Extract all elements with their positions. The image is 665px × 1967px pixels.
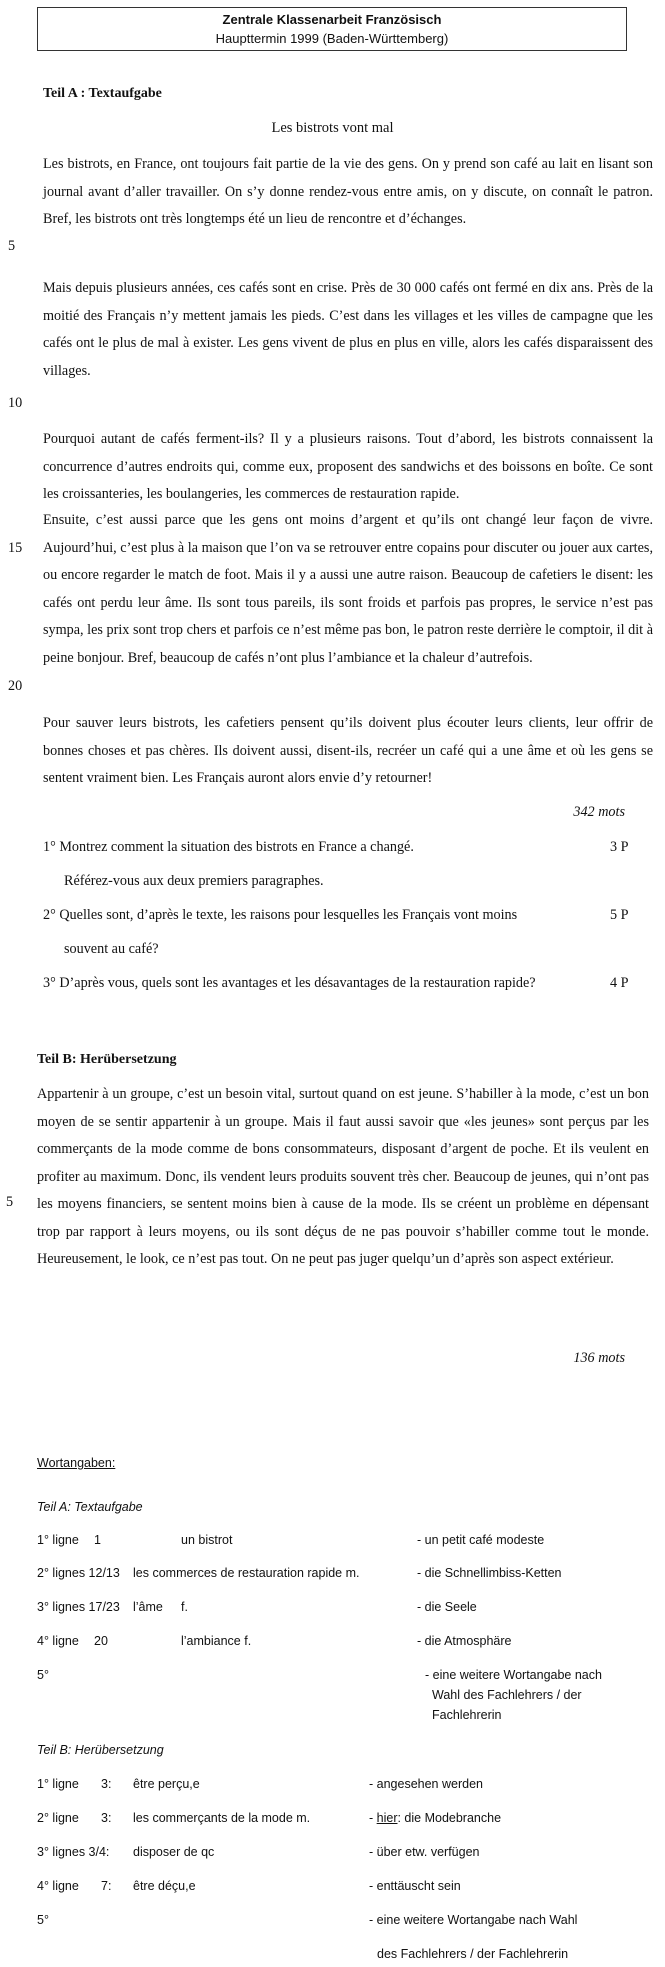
teil-a-word-count: 342 mots (573, 804, 625, 820)
vocab-ref: 5° (37, 1668, 49, 1682)
question-2-subline: souvent au café? (64, 941, 159, 957)
teil-a-paragraph-5: Pour sauver leurs bistrots, les cafetiers pensent qu’ils doivent plus écouter leurs clients, leur offrir de bonnes choses et pas chères. Ils doivent aussi, disent-ils, recréer un café qui a une âme et où les gens se sentent vraiment bien. Les Français auront alors envie d’y retourner! (43, 715, 653, 786)
question-1: 1° Montrez comment la situation des bistrots en France a changé. (43, 839, 414, 855)
vocab-translation: - enttäuscht sein (369, 1879, 461, 1893)
question-3: 3° D’après vous, quels sont les avantages et les désavantages de la restauration rapide? (43, 975, 536, 991)
vocab-translation: - die Atmosphäre (417, 1634, 512, 1648)
vocab-term: l’âme (133, 1600, 163, 1614)
vocab-term: disposer de qc (133, 1845, 215, 1859)
vocab-translation: Wahl des Fachlehrers / der (432, 1688, 582, 1702)
vocab-ref: 3° lignes 3/4: (37, 1845, 110, 1859)
teil-a-paragraph-2: Mais depuis plusieurs années, ces cafés sont en crise. Près de 30 000 cafés ont fermé en dix ans. Près de la moitié des Français n’y mettent jamais les pieds. C’est dans les villages et les villes de campagne que les cafés ont le plus de mal à exister. Les gens vivent de plus en plus en ville, alors les cafés disparaissent des villages. (43, 280, 653, 379)
vocab-translation: des Fachlehrers / der Fachlehrerin (377, 1947, 569, 1961)
wortangaben-title: Wortangaben: (37, 1456, 116, 1470)
vocab-term: un bistrot (181, 1533, 233, 1547)
vocab-translation-rest: : die Modebranche (397, 1811, 502, 1825)
vocab-line: 3: (101, 1811, 112, 1825)
vocab-ref: 1° ligne (37, 1533, 79, 1547)
vocab-ref: 2° lignes 12/13 (37, 1566, 120, 1580)
wortangaben-teil-a-title: Teil A: Textaufgabe (37, 1500, 143, 1514)
vocab-gender: f. (181, 1600, 188, 1614)
vocab-translation: - eine weitere Wortangabe nach Wahl (369, 1913, 578, 1927)
vocab-translation: - die Schnellimbiss-Ketten (417, 1566, 562, 1580)
wortangaben-teil-b-title: Teil B: Herübersetzung (37, 1743, 164, 1757)
teil-a-paragraph-4: Ensuite, c’est aussi parce que les gens ont moins d’argent et qu’ils ont changé leur façon de vivre. Aujourd’hui, c’est plus à la maison que l’on va se retrouver entre copains pour discuter ou jouer aux cartes, ou encore regarder le match de foot. Mais il y a aussi une autre raison. Beaucoup de cafetiers le disent: les cafés ont perdu leur âme. Ils sont tous pareils, ils sont froids et parfois pas propres, le service n’est pas sympa, les prix sont trop chers et parfois ce n’est même pas bon, le patron reste derrière le comptoir, il dit à peine bonjour. Bref, beaucoup de cafés n’ont plus l’ambiance et la chaleur d’autrefois. (43, 512, 653, 666)
question-3-points: 4 P (610, 975, 629, 991)
vocab-ref: 4° ligne (37, 1879, 79, 1893)
exam-header (37, 7, 627, 51)
vocab-translation: - über etw. verfügen (369, 1845, 480, 1859)
vocab-translation: Fachlehrerin (432, 1708, 502, 1722)
question-2-points: 5 P (610, 907, 629, 923)
vocab-term: l’ambiance f. (181, 1634, 252, 1648)
vocab-translation-hier: hier (376, 1811, 398, 1825)
vocab-ref: 2° ligne (37, 1811, 79, 1825)
vocab-translation: - eine weitere Wortangabe nach (425, 1668, 602, 1682)
vocab-translation-prefix: - (369, 1811, 377, 1825)
teil-b-title: Teil B: Herübersetzung (37, 1052, 177, 1067)
vocab-ref: 3° lignes 17/23 (37, 1600, 120, 1614)
vocab-term: les commerçants de la mode m. (133, 1811, 311, 1825)
teil-a-paragraph-1: Les bistrots, en France, ont toujours fait partie de la vie des gens. On y prend son café au lait en lisant son journal avant d’aller travailler. On s’y donne rendez-vous entre amis, on y discute, on connaît le patron. Bref, les bistrots ont très longtemps été un lieu de rencontre et d’échanges. (43, 156, 653, 227)
vocab-ref: 4° ligne (37, 1634, 79, 1648)
line-number: 20 (8, 678, 23, 694)
vocab-term: être perçu,e (133, 1777, 200, 1791)
vocab-term: être déçu,e (133, 1879, 196, 1893)
question-2: 2° Quelles sont, d’après le texte, les raisons pour lesquelles les Français vont moins (43, 907, 518, 923)
question-1-subline: Référez-vous aux deux premiers paragraphes. (64, 873, 324, 889)
vocab-term: les commerces de restauration rapide m. (133, 1566, 360, 1580)
teil-a-paragraph-3: Pourquoi autant de cafés ferment-ils? Il y a plusieurs raisons. Tout d’abord, les bistrots connaissent la concurrence d’autres endroits qui, comme eux, proposent des sandwichs et des boissons en boîte. Ce sont les croissanteries, les boulangeries, les commerces de restauration rapide. (43, 431, 653, 502)
vocab-line: 7: (101, 1879, 112, 1893)
teil-a-title: Teil A : Textaufgabe (43, 86, 162, 101)
vocab-translation (369, 1811, 501, 1825)
line-number: 15 (8, 540, 23, 556)
line-number: 10 (8, 395, 23, 411)
vocab-ref: 1° ligne (37, 1777, 79, 1791)
vocab-translation: - un petit café modeste (417, 1533, 545, 1547)
exam-subtitle: Haupttermin 1999 (Baden-Württemberg) (215, 31, 449, 46)
vocab-ref: 5° (37, 1913, 49, 1927)
vocab-translation: - die Seele (417, 1600, 477, 1614)
exam-title: Zentrale Klassenarbeit Französisch (222, 12, 442, 27)
vocab-translation: - angesehen werden (369, 1777, 483, 1791)
teil-b-paragraph: Appartenir à un groupe, c’est un besoin vital, surtout quand on est jeune. S’habiller à la mode, c’est un bon moyen de se sentir appartenir à un groupe. Mais il faut aussi savoir que «les jeunes» sont perçus par les commerçants de la mode comme de bons consommateurs, disposant d’argent de poche. Et ils veulent en profiter au maximum. Donc, ils vendent leurs produits souvent très cher. Beaucoup de jeunes, qui n’ont pas les moyens financiers, se sentent moins bien à cause de la mode. Ils se créent un problème en dépensant trop par rapport à leurs moyens, ou ils sont déçus de ne pas pouvoir s’habiller comme tout le monde. Heureusement, le look, ce n’est pas tout. On ne peut pas juger quelqu’un d’après son aspect extérieur. (37, 1086, 649, 1267)
teil-b-word-count: 136 mots (573, 1350, 625, 1366)
text-title: Les bistrots vont mal (271, 120, 394, 136)
vocab-line: 1 (94, 1533, 101, 1547)
line-number: 5 (8, 238, 16, 254)
question-1-points: 3 P (610, 839, 629, 855)
vocab-line: 20 (94, 1634, 108, 1648)
vocab-line: 3: (101, 1777, 112, 1791)
line-number: 5 (6, 1194, 14, 1210)
